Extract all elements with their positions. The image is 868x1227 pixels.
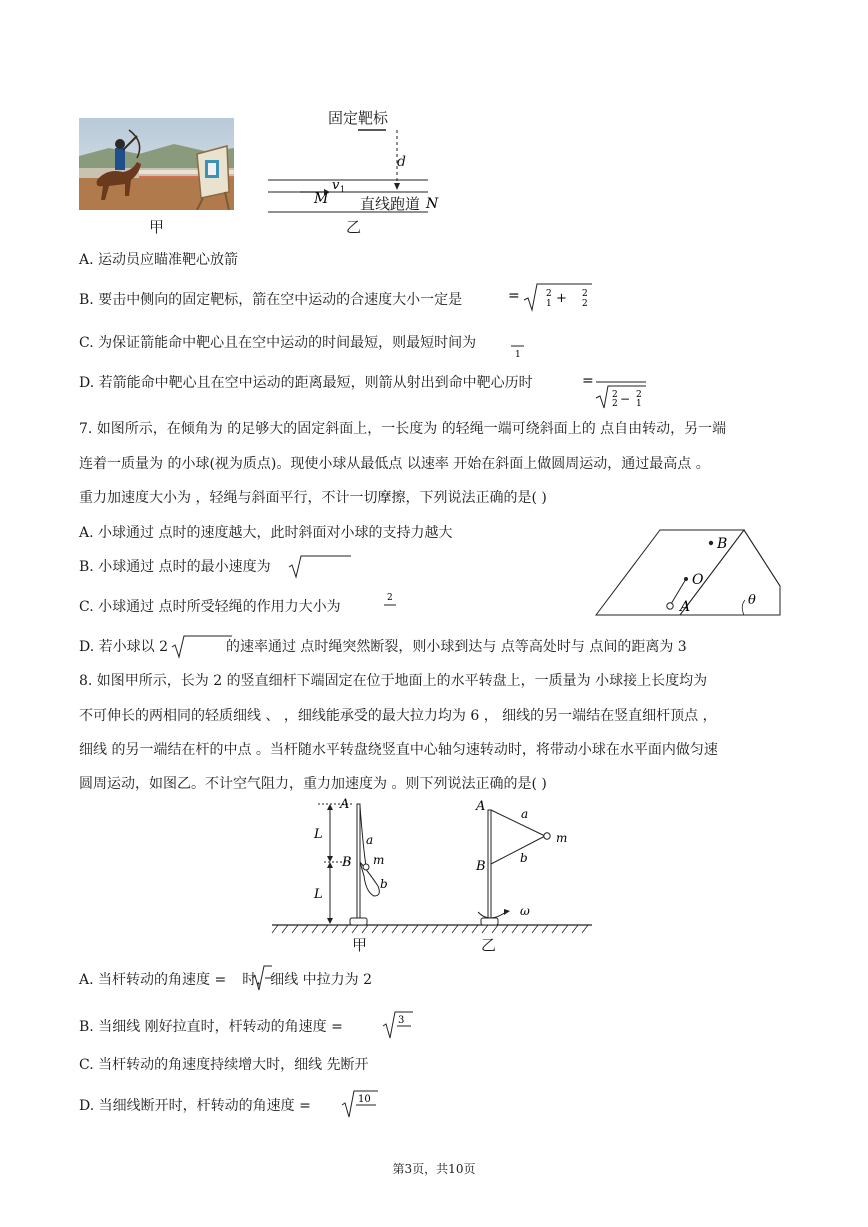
q6b-sub2: 2 — [582, 299, 588, 309]
q8-option-a-post: 时，细线 中拉力为 2 — [242, 972, 373, 988]
d-label: d — [397, 154, 406, 170]
q6-option-c-fraction — [509, 332, 527, 360]
rod-jia-a-line: a — [366, 833, 374, 847]
q7c-sup: 2 — [387, 593, 393, 603]
q6d-sup2: 2 — [636, 390, 642, 400]
rod-yi-a-line: a — [521, 807, 529, 821]
q8-option-c: C. 当杆转动的角速度持续增大时，细线 先断开 — [79, 1057, 369, 1073]
q6b-sup2: 2 — [582, 289, 588, 299]
q8d-num: 10 — [358, 1094, 371, 1105]
q8-stem-line3: 细线 的另一端结在杆的中点 。当杆随水平转盘绕竖直中心轴匀速转动时，将带动小球在水平面内做匀速 — [79, 742, 718, 758]
page-footer: 第3页，共10页 — [392, 1162, 476, 1176]
rod-jia-l1: L — [314, 827, 323, 842]
figure1-yi-label: 乙 — [346, 218, 362, 236]
rod-yi-omega: ω — [520, 904, 530, 918]
q7-option-c-fraction — [382, 590, 398, 616]
figure1-jia-label: 甲 — [149, 218, 165, 236]
q7-stem-line2: 连着一质量为 的小球(视为质点)。现使小球从最低点 以速率 开始在斜面上做圆周运动，通过最高点 。 — [79, 456, 710, 472]
q6d-sub2: 1 — [636, 399, 642, 409]
q6-option-d-formula — [580, 368, 650, 410]
q7-option-d-pre: D. 若小球以 2 — [79, 639, 168, 655]
q7-option-b: B. 小球通过 点时的最小速度为 — [79, 559, 271, 575]
incline-b-label: B — [717, 536, 728, 552]
q8-option-b: B. 当细线 刚好拉直时，杆转动的角速度 = — [79, 1019, 343, 1035]
q8-option-a-pre: A. 当杆转动的角速度 = — [79, 972, 227, 988]
track-label: 直线跑道 — [360, 195, 421, 213]
q8-stem-line4: 圆周运动，如图乙。不计空气阻力，重力加速度为 。则下列说法正确的是( ) — [79, 776, 547, 792]
q8-option-a-sqrt — [250, 962, 274, 992]
q8-stem-line1: 8. 如图甲所示，长为 2 的竖直细杆下端固定在位于地面上的水平转盘上，一质量为 小球接上长度均为 — [79, 673, 708, 689]
q7-option-b-sqrt — [287, 553, 355, 579]
q8-option-d: D. 当细线断开时，杆转动的角速度 = — [79, 1098, 311, 1114]
rod-jia-b-line: b — [380, 877, 388, 891]
q8-option-d-sqrt — [340, 1087, 380, 1119]
q8b-num: 3 — [398, 1015, 405, 1026]
rod-yi-a-label: A — [476, 799, 486, 814]
rod-jia-l2: L — [314, 887, 323, 902]
rod-jia-b-label: B — [342, 855, 352, 870]
q6b-sup1: 2 — [546, 289, 552, 299]
q7-stem-line1: 7. 如图所示，在倾角为 的足够大的固定斜面上，一长度为 的轻绳一端可绕斜面上的 点自由转动，另一端 — [79, 421, 727, 437]
rod-yi-m: m — [556, 831, 568, 845]
incline-a-label: A — [680, 599, 691, 615]
m-label: M — [314, 191, 329, 207]
q6d-sub1: 2 — [612, 399, 618, 409]
q8-stem-line2: 不可伸长的两相同的轻质细线 、 ，细线能承受的最大拉力均为 6 ， 细线的另一端结在竖直细杆顶点 ， — [79, 708, 717, 724]
q6-option-c: C. 为保证箭能命中靶心且在空中运动的时间最短，则最短时间为 — [79, 335, 477, 351]
q6b-eq: = — [508, 288, 520, 304]
incline-theta-label: θ — [748, 593, 756, 608]
incline-o-label: O — [692, 572, 704, 588]
rod-diagram — [270, 796, 600, 956]
figure3-jia-label: 甲 — [352, 936, 368, 954]
q8-option-b-sqrt — [381, 1008, 415, 1040]
archery-photo — [79, 118, 234, 210]
fixed-target-label: 固定靶标 — [328, 109, 389, 127]
rod-jia-m: m — [373, 853, 385, 867]
q7-option-a: A. 小球通过 点时的速度越大，此时斜面对小球的支持力越大 — [79, 525, 453, 541]
incline-diagram — [594, 526, 784, 618]
q6-option-b — [79, 291, 462, 309]
v-label: v — [332, 178, 340, 193]
q6-option-a: A. 运动员应瞄准靶心放箭 — [79, 252, 239, 268]
q6b-plus: + — [556, 291, 567, 306]
q8-option-a — [79, 971, 372, 989]
n-label: N — [426, 196, 439, 212]
rod-yi-b-line: b — [520, 851, 528, 865]
q7-option-d-post: 的速率通过 点时绳突然断裂，则小球到达与 点等高处时与 点间的距离为 3 — [225, 639, 687, 655]
q6-option-b-text: B. 要击中侧向的固定靶标，箭在空中运动的合速度大小一定是 — [79, 292, 463, 308]
rod-yi-b-label: B — [476, 859, 486, 874]
q6d-eq: = — [582, 373, 594, 389]
q7-option-d-sqrt — [170, 633, 236, 659]
q7-stem-line3: 重力加速度大小为 ，轻绳与斜面平行，不计一切摩擦，下列说法正确的是( ) — [79, 490, 547, 506]
v-sub: 1 — [340, 185, 346, 194]
q6-option-b-formula — [506, 280, 596, 314]
q6b-sub1: 1 — [546, 299, 552, 309]
q6d-sup1: 2 — [612, 390, 618, 400]
q6d-minus: − — [620, 392, 631, 406]
q6-option-d: D. 若箭能命中靶心且在空中运动的距离最短，则箭从射出到命中靶心历时 — [79, 375, 533, 391]
q7-option-c: C. 小球通过 点时所受轻绳的作用力大小为 — [79, 599, 341, 615]
figure3-yi-label: 乙 — [481, 936, 497, 954]
q6c-sub: 1 — [515, 350, 521, 360]
rod-jia-a-label: A — [340, 797, 350, 812]
